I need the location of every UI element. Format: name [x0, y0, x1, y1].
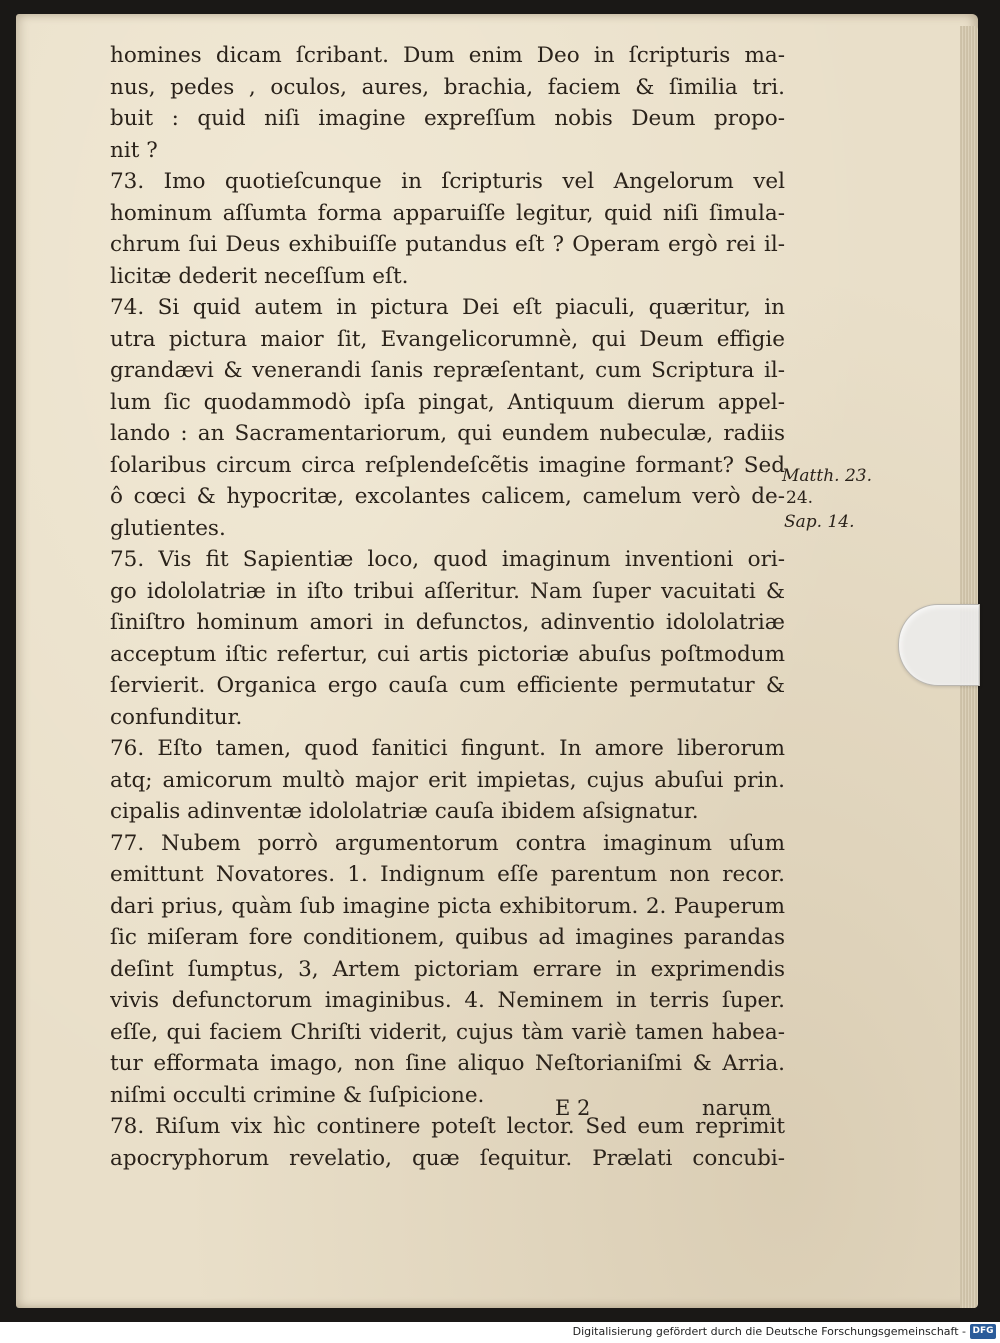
text-line: nus, pedes , oculos, aures, brachia, faciem & ſimilia tri. — [110, 74, 785, 100]
text-line: deſint ſumptus, 3, Artem pictoriam errare in exprimendis — [110, 956, 785, 982]
catchword: narum — [702, 1096, 772, 1120]
text-line: confunditur. — [110, 704, 243, 730]
text-line: atq; amicorum multò major erit impietas, cujus abuſui prin. — [110, 767, 785, 793]
text-line: 74. Si quid autem in pictura Dei eſt piaculi, quæritur, in — [110, 295, 785, 320]
text-line: 75. Vis fit Sapientiæ loco, quod imaginum inventioni ori- — [110, 547, 785, 572]
dfg-logo: DFG — [970, 1324, 996, 1339]
text-line: tur efformata imago, non ſine aliquo Neſtorianiſmi & Arria. — [110, 1051, 785, 1076]
text-line: buit : quid niſi imagine expreſſum nobis Deum propo- — [110, 106, 785, 131]
text-line: lando : an Sacramentariorum, qui eundem nubeculæ, radiis — [110, 421, 785, 446]
text-line: 78. Riſum vix hìc continere poteſt lector. Sed eum reprimit — [110, 1114, 785, 1139]
text-line: niſmi occulti crimine & ſuſpicione. — [110, 1082, 485, 1108]
text-line: vivis defunctorum imaginibus. 4. Neminem in terris ſuper. — [110, 988, 785, 1013]
text-line: eſſe, qui faciem Chriſti viderit, cujus tàm variè tamen habea- — [110, 1019, 785, 1045]
text-line: dari prius, quàm ſub imagine picta exhibitorum. 2. Pauperum — [110, 893, 785, 919]
margin-note-matthew: Matth. 23. — [782, 466, 872, 486]
text-line: hominum aſſumta forma apparuiſſe legitur, quid niſi ſimula- — [110, 200, 785, 226]
text-line: cipalis adinventæ idololatriæ cauſa ibidem aſsignatur. — [110, 799, 699, 824]
text-line: ſiniſtro hominum amori in defunctos, adinventio idololatriæ — [110, 610, 785, 635]
text-line: homines dicam ſcribant. Dum enim Deo in ſcripturis ma- — [110, 43, 785, 68]
footer-bar — [0, 1322, 1000, 1343]
text-line: 76. Eſto tamen, quod fanitici fingunt. In amore liberorum — [110, 736, 785, 761]
margin-note-sapientia: Sap. 14. — [784, 512, 855, 532]
text-line: licitæ dederit neceſſum eſt. — [110, 263, 409, 289]
text-line: chrum ſui Deus exhibuiſſe putandus eſt ? Operam ergò rei il- — [110, 232, 785, 257]
text-line: lum ſic quodammodò ipſa pingat, Antiquum dierum appel- — [110, 389, 785, 415]
text-line: ô cœci & hypocritæ, excolantes calicem, camelum verò de- — [110, 484, 785, 509]
text-line: ſic miſeram fore conditionem, quibus ad imagines parandas — [110, 925, 785, 950]
text-line: emittunt Novatores. 1. Indignum eſſe parentum non recor. — [110, 862, 785, 887]
text-line: 77. Nubem porrò argumentorum contra imaginum uſum — [110, 830, 785, 856]
page-clip-tab — [898, 604, 980, 686]
text-line: acceptum iſtic refertur, cui artis pictoriæ abuſus poſtmodum — [110, 641, 785, 667]
text-line: ſolaribus circum circa reſplendeſcẽtis imagine formant? Sed — [110, 452, 785, 478]
signature-mark: E 2 — [555, 1096, 591, 1120]
margin-note-matthew-verse: 24. — [786, 488, 814, 508]
text-line: ſervierit. Organica ergo cauſa cum efficiente permutatur & — [110, 673, 785, 698]
text-line: apocryphorum revelatio, quæ ſequitur. Prælati concubi- — [110, 1145, 785, 1171]
text-line: nit ? — [110, 137, 158, 163]
text-line: 73. Imo quotieſcunque in ſcripturis vel Angelorum vel — [110, 169, 785, 194]
text-line: go idololatriæ in iſto tribui aſſeritur. Nam ſuper vacuitati & — [110, 578, 785, 604]
text-line: grandævi & venerandi ſanis repræſentant, cum Scriptura il- — [110, 358, 785, 383]
text-line: utra pictura maior ſit, Evangelicorumnè, qui Deum effigie — [110, 326, 785, 352]
funding-credit: Digitalisierung gefördert durch die Deutsche Forschungsgemeinschaft - — [572, 1325, 966, 1338]
main-text-block — [110, 40, 785, 1174]
text-line: glutientes. — [110, 515, 226, 541]
